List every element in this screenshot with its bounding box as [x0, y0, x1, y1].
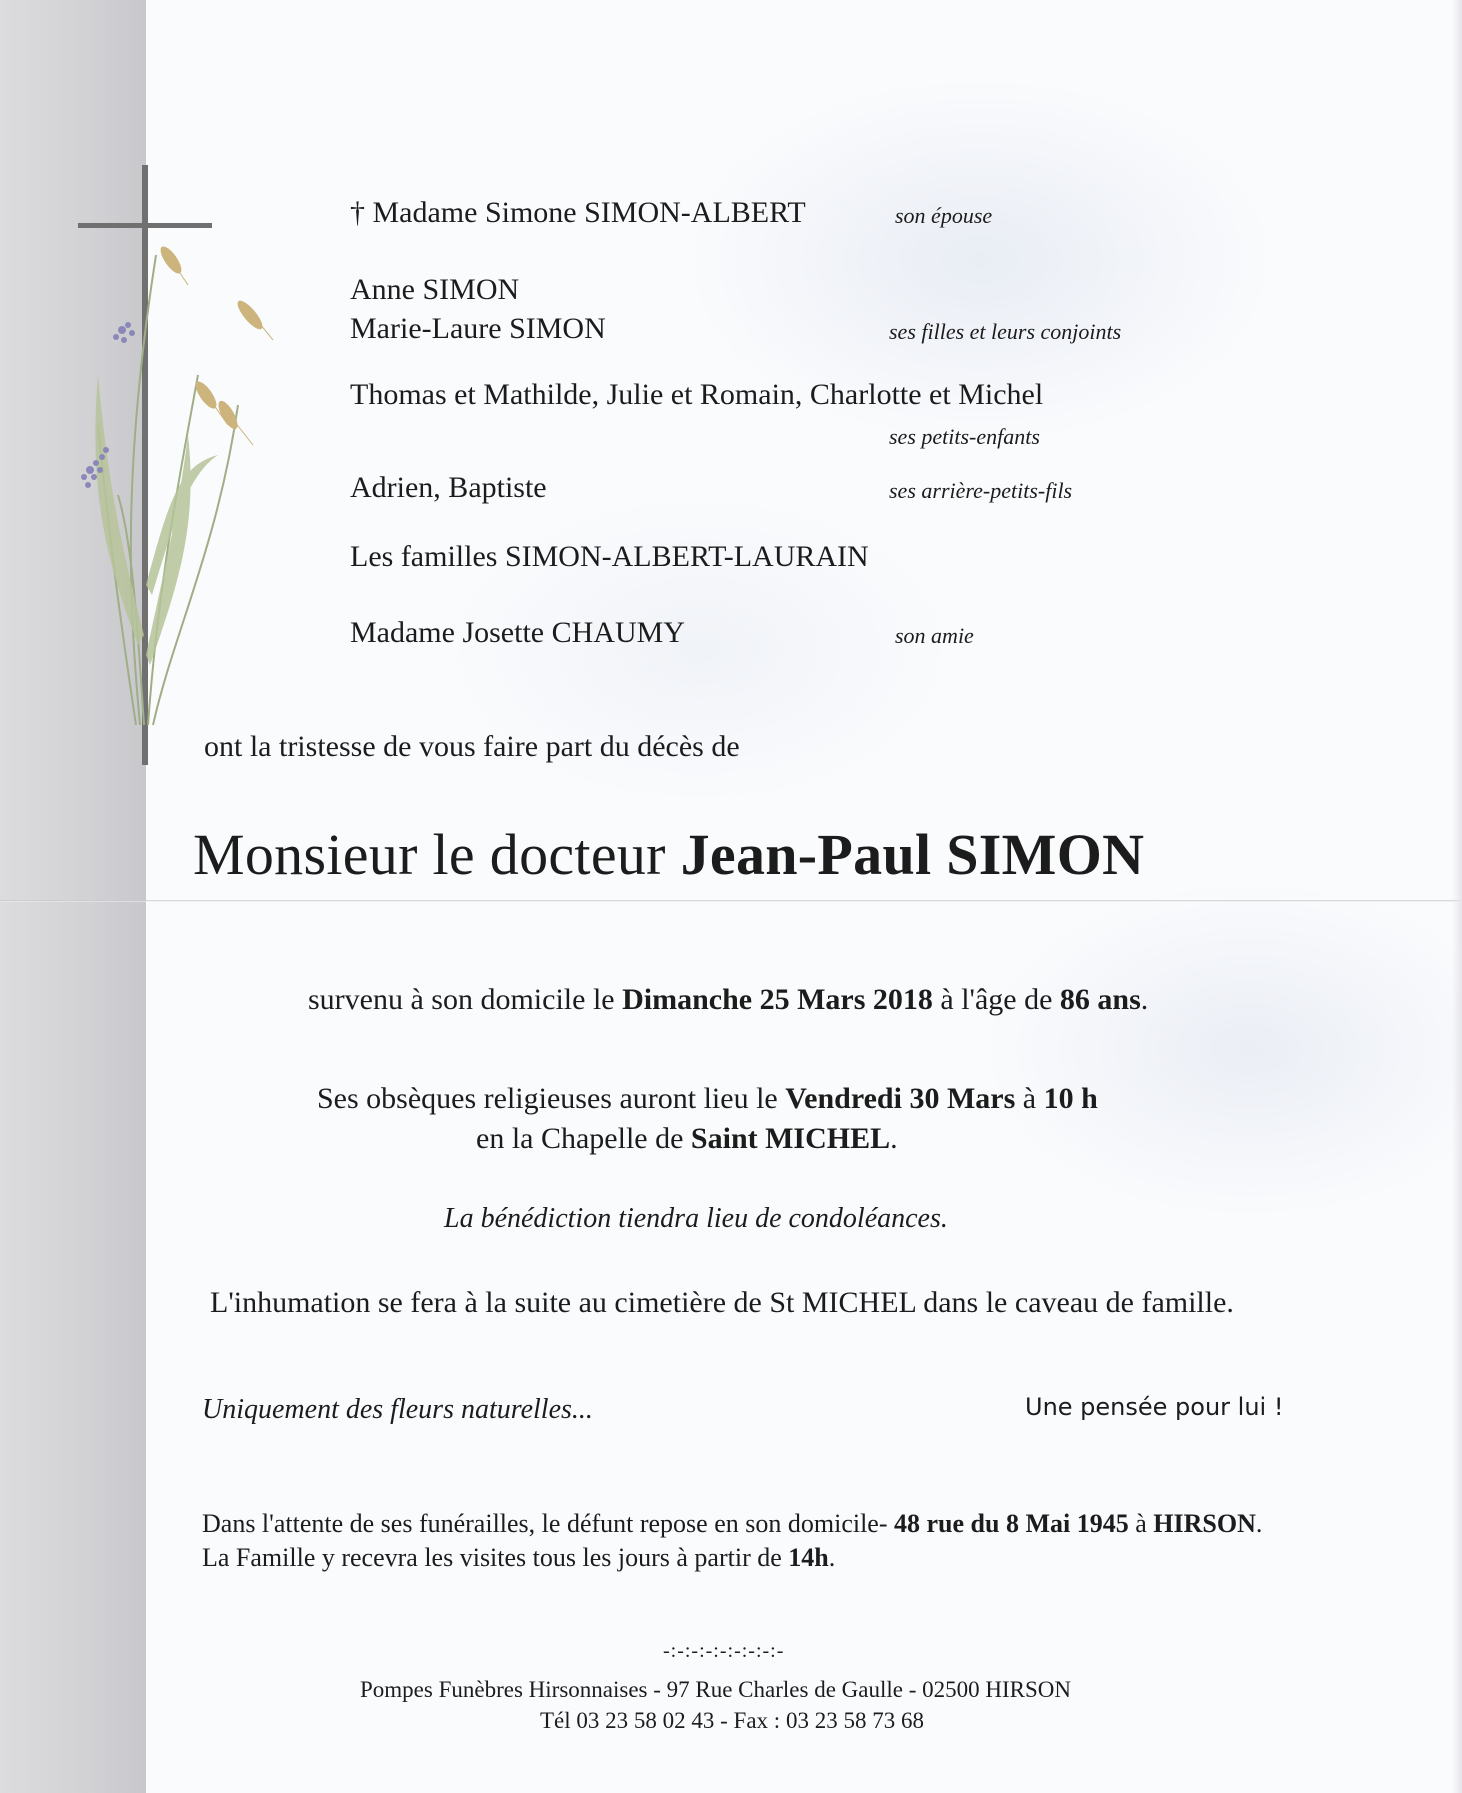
funeral-time: 10 h — [1043, 1082, 1098, 1115]
separator: -:-:-:-:-:-:-:-:- — [663, 1640, 785, 1662]
funeral-home-phone: Tél 03 23 58 02 43 - Fax : 03 23 58 73 68 — [540, 1708, 924, 1733]
family-member-name: † Madame Simone SIMON-ALBERT — [350, 196, 806, 229]
death-date: Dimanche 25 Mars 2018 — [622, 983, 933, 1016]
family-member-role: son épouse — [895, 203, 993, 228]
death-text: à l'âge de — [940, 983, 1053, 1016]
deceased-prefix: Monsieur le docteur — [193, 822, 666, 887]
flowers-note: Uniquement des fleurs naturelles... — [202, 1394, 593, 1425]
family-member-name: Adrien, Baptiste — [350, 471, 547, 504]
funeral-place — [476, 1122, 898, 1156]
funeral-text: à — [1022, 1082, 1037, 1115]
funeral-home-address: Pompes Funèbres Hirsonnaises - 97 Rue Charles de Gaulle - 02500 HIRSON — [360, 1677, 1071, 1702]
visit-text: La Famille y recevra les visites tous les jours à partir de — [202, 1543, 782, 1572]
funeral-text: . — [890, 1122, 898, 1155]
death-age: 86 ans — [1059, 983, 1141, 1016]
family-member-name: Anne SIMON — [350, 273, 520, 306]
visit-address: 48 rue du 8 Mai 1945 — [894, 1509, 1129, 1538]
funeral-date: Vendredi 30 Mars — [785, 1082, 1016, 1115]
family-member-name: Madame Josette CHAUMY — [350, 616, 685, 649]
family-member-role: ses arrière-petits-fils — [889, 478, 1073, 503]
visit-text: à — [1135, 1509, 1147, 1538]
death-details — [308, 983, 1148, 1017]
visit-details — [202, 1509, 1262, 1539]
visit-hour: 14h — [788, 1543, 829, 1572]
handwritten-note: Une pensée pour lui ! — [1025, 1393, 1284, 1421]
family-member-role: ses filles et leurs conjoints — [889, 319, 1122, 344]
burial-text: L'inhumation se fera à la suite au cimetière de St MICHEL dans le caveau de famille. — [210, 1286, 1234, 1319]
fold-line — [0, 900, 1462, 902]
death-text: survenu à son domicile le — [308, 983, 615, 1016]
deceased-name — [193, 821, 1144, 888]
visit-city: HIRSON — [1153, 1509, 1256, 1538]
funeral-details — [317, 1082, 1098, 1116]
visit-text: Dans l'attente de ses funérailles, le défunt repose en son domicile- — [202, 1509, 888, 1538]
funeral-text: en la Chapelle de — [476, 1122, 684, 1155]
visit-text: . — [828, 1543, 836, 1572]
visit-hours — [202, 1543, 835, 1573]
visit-text: . — [1255, 1509, 1263, 1538]
family-member-name: Marie-Laure SIMON — [350, 312, 606, 345]
paper-edge — [1452, 0, 1462, 1793]
death-text: . — [1140, 983, 1149, 1016]
deceased-fullname: Jean-Paul SIMON — [680, 822, 1145, 887]
family-member-role: ses petits-enfants — [889, 424, 1040, 449]
announcement-text: ont la tristesse de vous faire part du décès de — [204, 730, 740, 763]
family-member-name: Thomas et Mathilde, Julie et Romain, Charlotte et Michel — [350, 378, 1044, 411]
cross-with-wheat-icon — [78, 165, 278, 775]
family-member-role: son amie — [895, 623, 974, 648]
family-member-name: Les familles SIMON-ALBERT-LAURAIN — [350, 540, 869, 573]
funeral-chapel: Saint MICHEL — [690, 1122, 891, 1155]
blessing-text: La bénédiction tiendra lieu de condoléances. — [444, 1203, 948, 1234]
funeral-text: Ses obsèques religieuses auront lieu le — [317, 1082, 778, 1115]
